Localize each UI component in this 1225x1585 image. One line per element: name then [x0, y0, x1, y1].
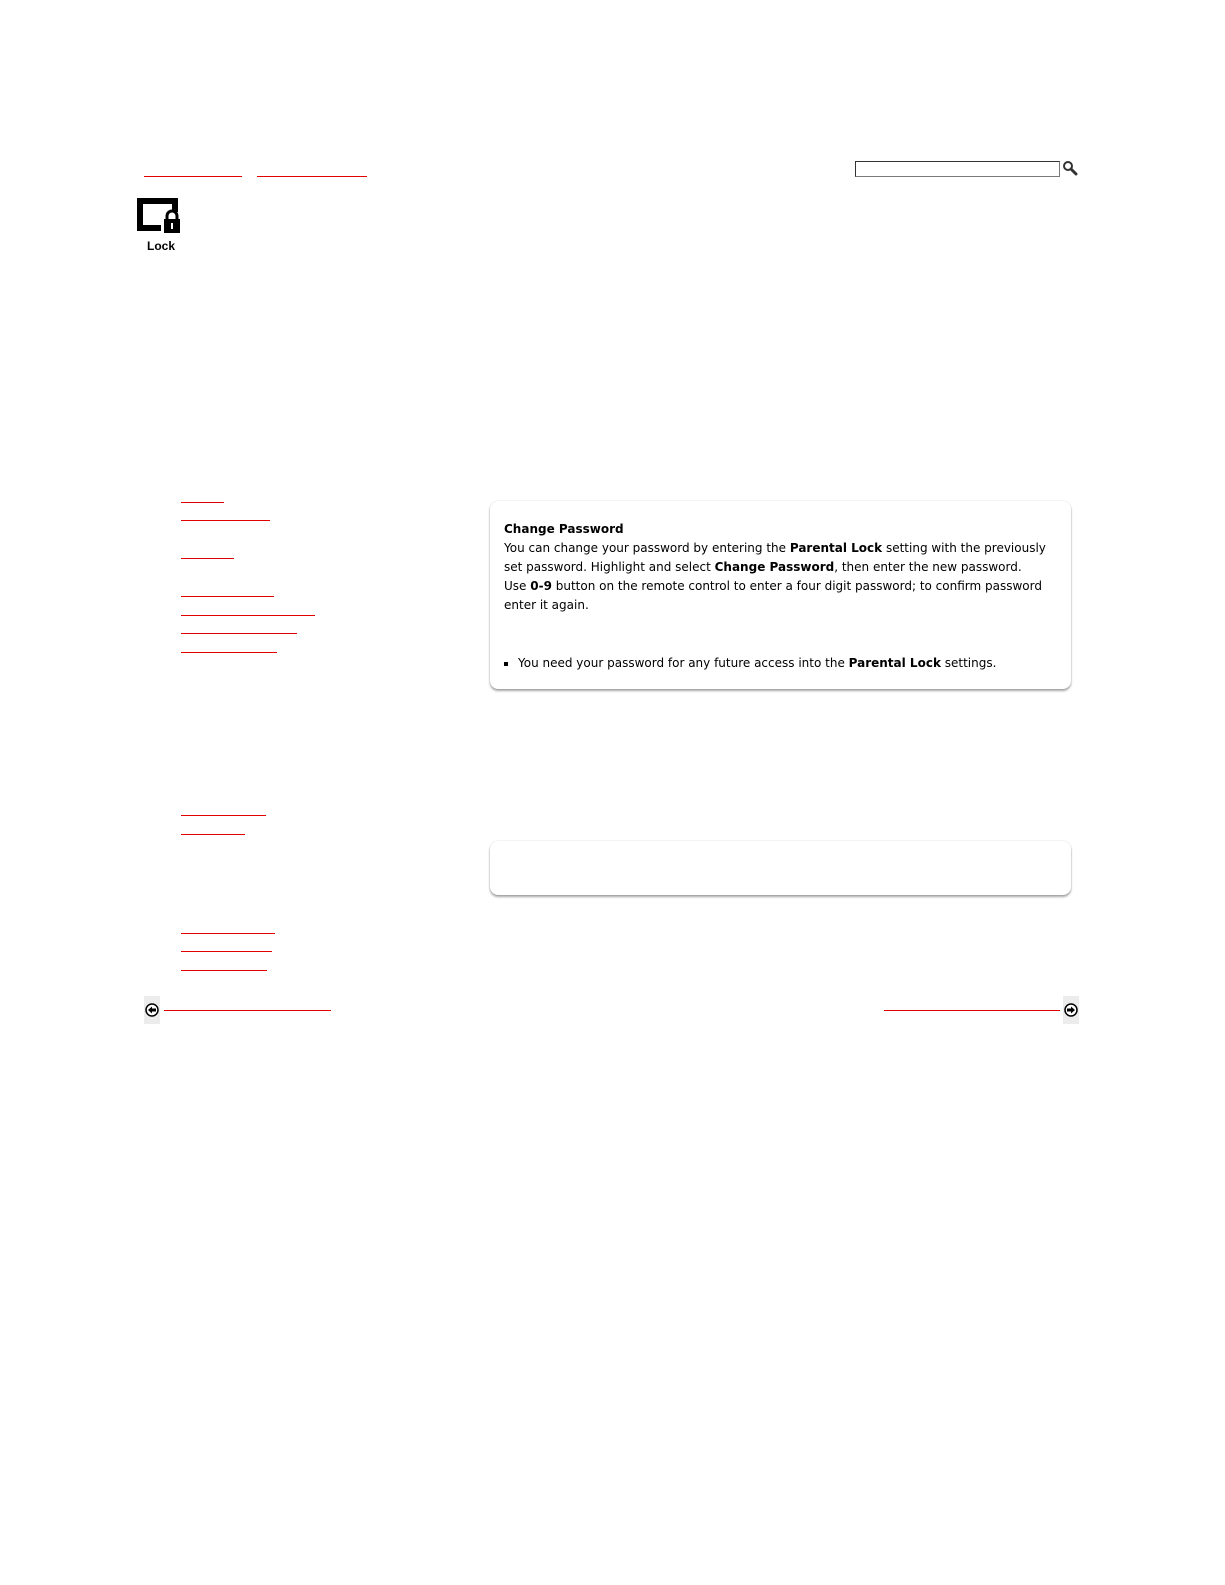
sidebar-link[interactable] [181, 490, 224, 503]
empty-card [490, 841, 1071, 895]
paragraph-line: Use 0-9 button on the remote control to enter a four digit password; to confirm password [504, 579, 1042, 593]
magnifier-icon [1062, 160, 1078, 176]
breadcrumb-link-2[interactable] [257, 164, 367, 177]
sidebar-link[interactable] [181, 958, 267, 971]
sidebar-link[interactable] [181, 921, 275, 934]
sidebar-link[interactable] [181, 939, 272, 952]
paragraph-line: set password. Highlight and select Change Password, then enter the new password. [504, 560, 1022, 574]
sidebar-link[interactable] [181, 621, 297, 634]
lock-icon [137, 198, 185, 238]
sidebar-link[interactable] [181, 803, 266, 816]
bullet-icon [504, 662, 508, 666]
sidebar-link[interactable] [181, 640, 277, 653]
next-page-link[interactable] [884, 998, 1060, 1011]
sidebar-link[interactable] [181, 603, 315, 616]
sidebar-link[interactable] [181, 822, 245, 835]
next-page-button[interactable] [1063, 996, 1079, 1024]
paragraph-line: enter it again. [504, 598, 589, 612]
section-label: Lock [146, 239, 175, 253]
sidebar-link[interactable] [181, 584, 274, 597]
sidebar-link[interactable] [181, 546, 234, 559]
breadcrumb-link-1[interactable] [144, 164, 242, 177]
section-title: Change Password [504, 522, 624, 536]
prev-page-link[interactable] [164, 998, 331, 1011]
arrow-left-circle-icon [145, 1003, 159, 1017]
prev-page-button[interactable] [144, 996, 160, 1024]
search-input[interactable] [855, 161, 1060, 177]
tip-text: You need your password for any future access into the Parental Lock settings. [518, 656, 997, 670]
arrow-right-circle-icon [1064, 1003, 1078, 1017]
content-card [490, 501, 1071, 689]
search-button[interactable] [1062, 160, 1078, 176]
sidebar-link[interactable] [181, 508, 270, 521]
paragraph-line: You can change your password by entering the Parental Lock setting with the previously [504, 541, 1046, 555]
